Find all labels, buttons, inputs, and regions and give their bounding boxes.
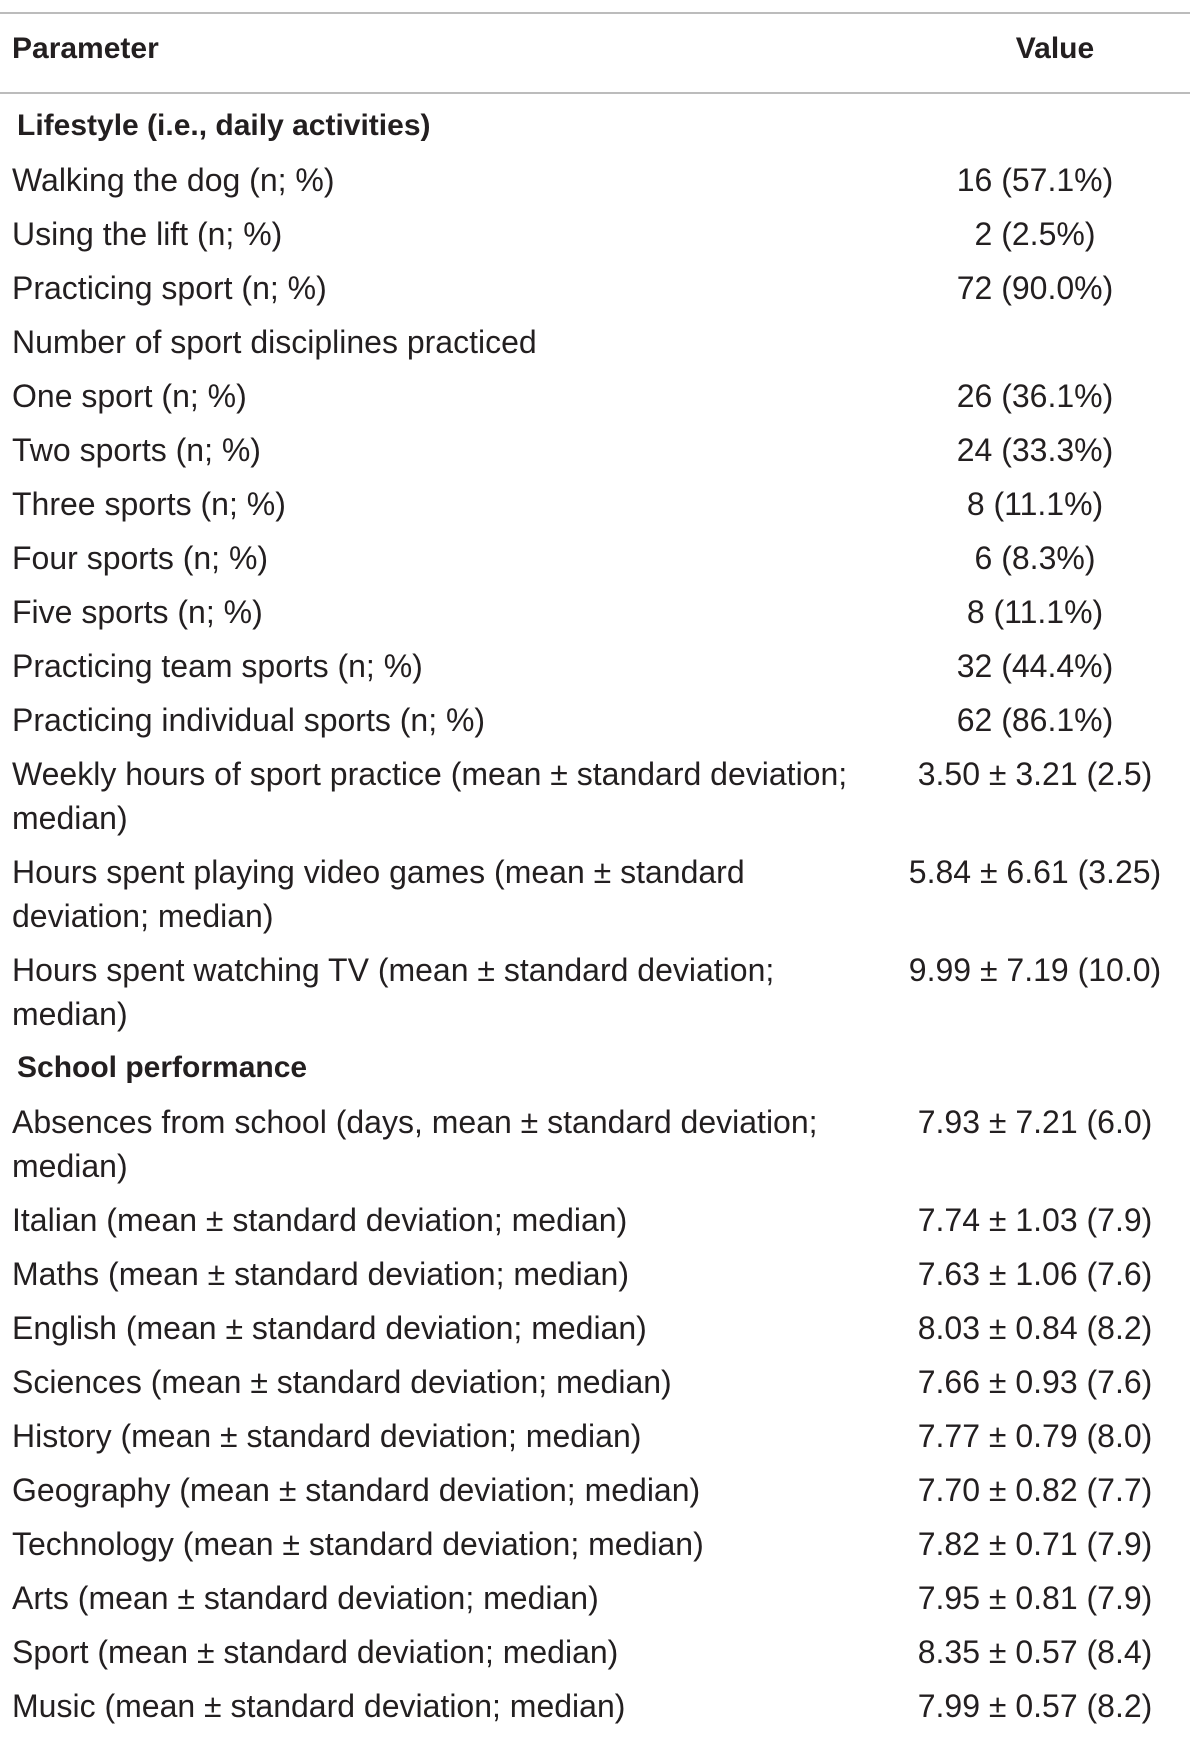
- table-row: [0, 1198, 1190, 1252]
- row-label: Absences from school (days, mean ± standard deviation; median): [12, 1104, 818, 1184]
- row-label: Technology (mean ± standard deviation; median): [12, 1526, 704, 1562]
- table-row: [0, 158, 1190, 212]
- row-label: Geography (mean ± standard deviation; median): [12, 1472, 701, 1508]
- row-value: 8.03 ± 0.84 (8.2): [917, 1310, 1153, 1346]
- row-value: 7.77 ± 0.79 (8.0): [917, 1418, 1153, 1454]
- table-row: [0, 1100, 1190, 1198]
- row-label: Practicing individual sports (n; %): [12, 702, 486, 738]
- table-row: [0, 850, 1190, 948]
- row-label: Three sports (n; %): [12, 486, 286, 522]
- table-row: [0, 428, 1190, 482]
- table-row: [0, 1252, 1190, 1306]
- row-value: 16 (57.1%): [956, 162, 1114, 198]
- table-row: [0, 1468, 1190, 1522]
- table-header-rule: [0, 92, 1190, 94]
- row-label: Weekly hours of sport practice (mean ± standard deviation; median): [12, 756, 848, 836]
- row-value: 7.82 ± 0.71 (7.9): [917, 1526, 1153, 1562]
- row-value: 24 (33.3%): [956, 432, 1114, 468]
- table-row: [0, 1630, 1190, 1684]
- row-label: Lifestyle (i.e., daily activities): [17, 109, 431, 142]
- table-row: [0, 374, 1190, 428]
- row-label: Five sports (n; %): [12, 594, 263, 630]
- row-label: Four sports (n; %): [12, 540, 269, 576]
- table-row: [0, 1576, 1190, 1630]
- table-row: [0, 212, 1190, 266]
- row-label: One sport (n; %): [12, 378, 247, 414]
- table-row: [0, 1306, 1190, 1360]
- row-value: 8.35 ± 0.57 (8.4): [917, 1634, 1153, 1670]
- row-label: Hours spent playing video games (mean ± standard deviation; median): [12, 854, 745, 934]
- row-label: Practicing sport (n; %): [12, 270, 327, 306]
- row-value: 9.99 ± 7.19 (10.0): [908, 952, 1162, 988]
- row-value: 7.93 ± 7.21 (6.0): [917, 1104, 1153, 1140]
- row-label: Hours spent watching TV (mean ± standard deviation; median): [12, 952, 775, 1032]
- table-row: [0, 590, 1190, 644]
- row-label: History (mean ± standard deviation; median): [12, 1418, 642, 1454]
- row-label: Practicing team sports (n; %): [12, 648, 423, 684]
- row-value: 7.70 ± 0.82 (7.7): [917, 1472, 1153, 1508]
- table-row: [0, 482, 1190, 536]
- row-value: 72 (90.0%): [956, 270, 1114, 306]
- row-label: Italian (mean ± standard deviation; median): [12, 1202, 628, 1238]
- section-row-school-performance: [0, 1046, 1190, 1100]
- section-row-lifestyle: [0, 104, 1190, 158]
- row-value: 2 (2.5%): [974, 216, 1096, 252]
- table-row: [0, 536, 1190, 590]
- row-label: School performance: [17, 1051, 308, 1084]
- row-label: Arts (mean ± standard deviation; median): [12, 1580, 599, 1616]
- row-label: Walking the dog (n; %): [12, 162, 335, 198]
- table-row: [0, 698, 1190, 752]
- row-label: Two sports (n; %): [12, 432, 261, 468]
- row-value: 3.50 ± 3.21 (2.5): [917, 756, 1153, 792]
- row-value: 8 (11.1%): [966, 486, 1104, 522]
- row-value: 5.84 ± 6.61 (3.25): [908, 854, 1162, 890]
- row-value: 7.95 ± 0.81 (7.9): [917, 1580, 1153, 1616]
- row-value: 6 (8.3%): [974, 540, 1096, 576]
- row-value: 32 (44.4%): [956, 648, 1114, 684]
- row-value: 7.63 ± 1.06 (7.6): [917, 1256, 1153, 1292]
- table-header: [0, 14, 1190, 92]
- header-parameter: Parameter: [12, 32, 159, 65]
- table-row: [0, 948, 1190, 1046]
- table-row: [0, 1360, 1190, 1414]
- row-label: Music (mean ± standard deviation; median): [12, 1688, 626, 1724]
- row-value: 8 (11.1%): [966, 594, 1104, 630]
- row-value: 26 (36.1%): [956, 378, 1114, 414]
- row-value: 7.66 ± 0.93 (7.6): [917, 1364, 1153, 1400]
- row-label: Maths (mean ± standard deviation; median): [12, 1256, 629, 1292]
- table-row: [0, 1522, 1190, 1576]
- table-row: [0, 752, 1190, 850]
- row-label: English (mean ± standard deviation; median): [12, 1310, 647, 1346]
- row-label: Sciences (mean ± standard deviation; median): [12, 1364, 672, 1400]
- table-row: [0, 1414, 1190, 1468]
- table-row: [0, 320, 1190, 374]
- table-row: [0, 1684, 1190, 1738]
- row-value: 7.74 ± 1.03 (7.9): [917, 1202, 1153, 1238]
- table-row: [0, 644, 1190, 698]
- row-value: 7.99 ± 0.57 (8.2): [917, 1688, 1153, 1724]
- row-value: 62 (86.1%): [956, 702, 1114, 738]
- row-label: Using the lift (n; %): [12, 216, 283, 252]
- row-label: Sport (mean ± standard deviation; median): [12, 1634, 619, 1670]
- header-value: Value: [1015, 32, 1095, 65]
- row-label: Number of sport disciplines practiced: [12, 324, 537, 360]
- table-body: [0, 104, 1190, 1738]
- table-row: [0, 266, 1190, 320]
